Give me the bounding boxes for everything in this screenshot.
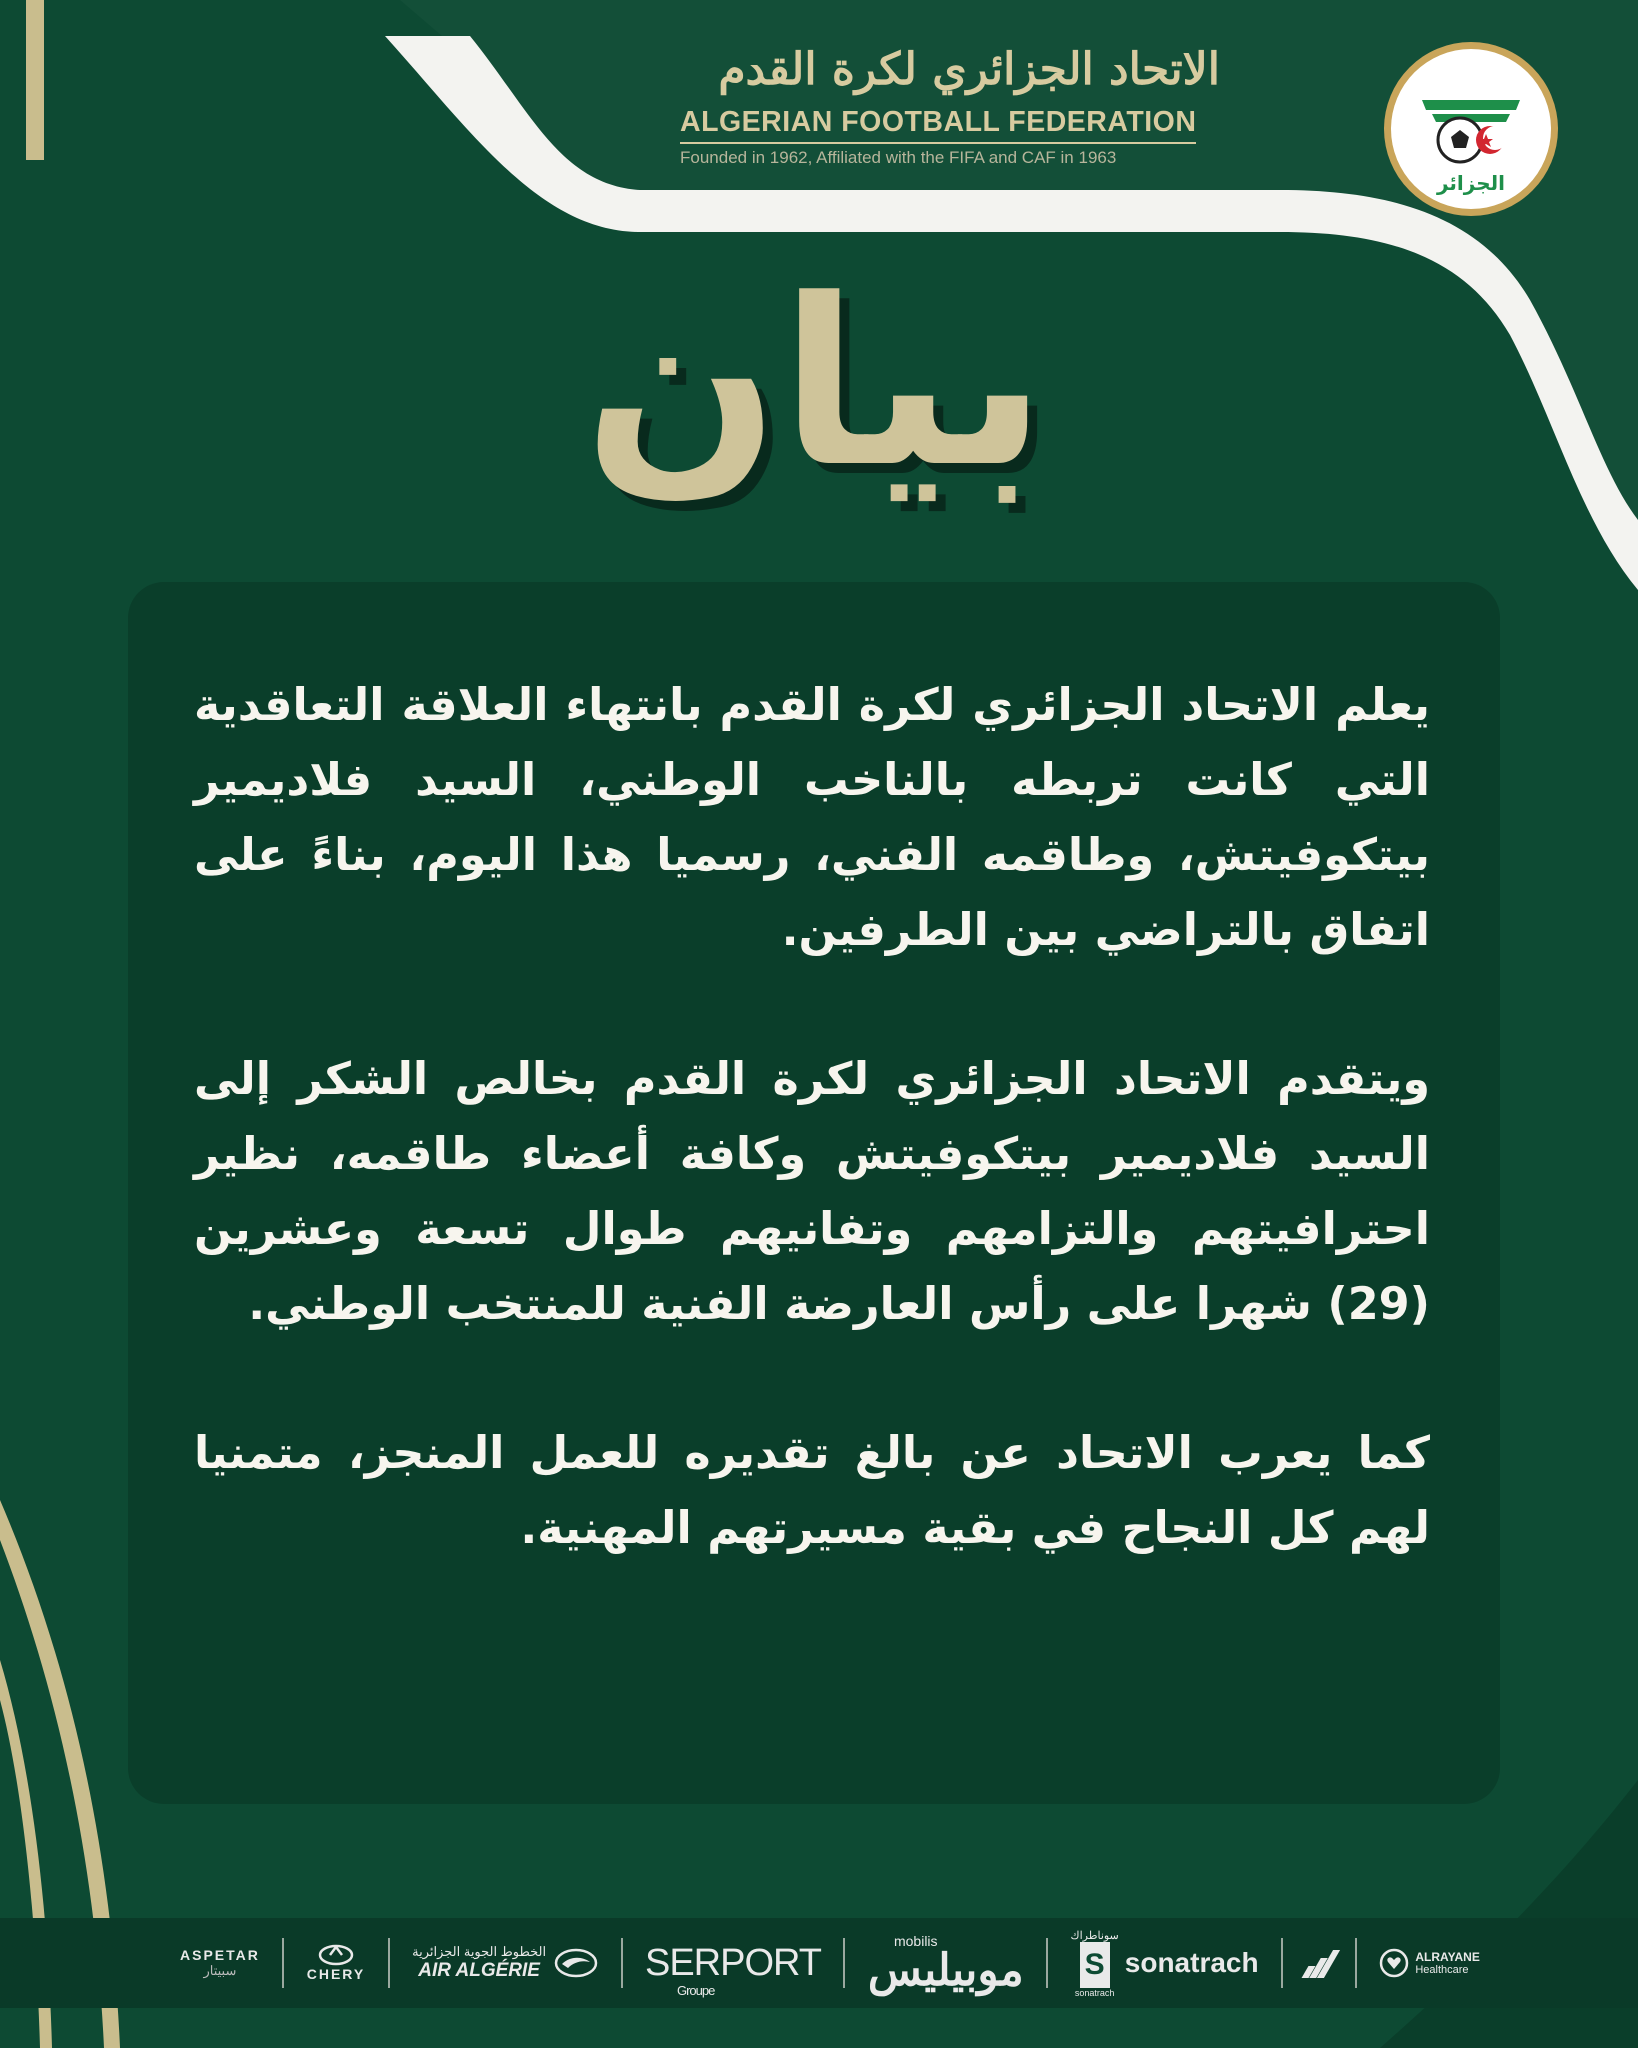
sponsor-divider bbox=[1355, 1938, 1357, 1988]
faf-crest-icon bbox=[1382, 40, 1560, 218]
logo-caption: الجزائر bbox=[1436, 171, 1506, 195]
sponsor-alrayane bbox=[1379, 1948, 1479, 1978]
header bbox=[680, 40, 1220, 172]
page-title: بيان bbox=[583, 251, 1047, 518]
sponsor-sonatrach bbox=[1071, 1929, 1259, 1998]
serport-group: Groupe bbox=[676, 1983, 715, 1998]
mobilis-name: mobilis bbox=[893, 1933, 938, 1949]
sonatrach-name: sonatrach bbox=[1124, 1947, 1259, 1978]
sponsor-divider bbox=[388, 1938, 390, 1988]
federation-name-ar: الاتحاد الجزائري لكرة القدم bbox=[718, 44, 1220, 95]
sponsor-divider bbox=[1281, 1938, 1283, 1988]
sponsor-aspetar bbox=[180, 1947, 260, 1979]
sponsor-divider bbox=[282, 1938, 284, 1988]
chery-name: CHERY bbox=[306, 1966, 366, 1982]
sonatrach-small: sonatrach bbox=[1074, 1987, 1115, 1998]
sponsor-divider bbox=[621, 1938, 623, 1988]
founded-note: Founded in 1962, Affiliated with the FIFA and CAF in 1963 bbox=[680, 148, 1117, 167]
statement-paragraph-1: يعلم الاتحاد الجزائري لكرة القدم بانتهاء العلاقة التعاقدية التي كانت تربطه بالناخب الوطني، السيد فلاديمير بيتكوفيتش، وطاقمه الفني، رسميا هذا اليوم، بناءً على اتفاق بالتراضي بين الطرفين. bbox=[194, 680, 1430, 956]
sponsor-divider bbox=[1046, 1938, 1048, 1988]
sponsor-mobilis bbox=[868, 1933, 1024, 1993]
aspetar-name-ar: سبيتار bbox=[203, 1963, 237, 1978]
alrayane-logo-icon bbox=[1379, 1948, 1409, 1978]
aspetar-name: ASPETAR bbox=[180, 1947, 260, 1963]
serport-name: SERPORT bbox=[644, 1942, 821, 1984]
air-algerie-name-ar: الخطوط الجوية الجزائرية bbox=[412, 1944, 547, 1959]
statement-paragraph-2: ويتقدم الاتحاد الجزائري لكرة القدم بخالص الشكر إلى السيد فلاديمير بيتكوفيتش وكافة أعضاء طاقمه، نظير احترافيتهم والتزامهم وتفانيهم طوال تسعة وعشرين (29) شهرا على رأس العارضة الفنية للمنتخب الوطني. bbox=[194, 1054, 1430, 1330]
mobilis-name-ar: موبيليس bbox=[867, 1946, 1024, 1995]
adidas-stripes-icon bbox=[1305, 1948, 1332, 1978]
alrayane-sub: Healthcare bbox=[1415, 1964, 1469, 1976]
federation-name-en: ALGERIAN FOOTBALL FEDERATION bbox=[680, 104, 1196, 144]
chery-logo-icon bbox=[318, 1944, 354, 1966]
sponsor-divider bbox=[843, 1938, 845, 1988]
air-algerie-name: AIR ALGÉRIE bbox=[418, 1960, 540, 1981]
air-algerie-crane-icon bbox=[554, 1948, 598, 1978]
statement-paragraph-3: كما يعرب الاتحاد عن بالغ تقديره للعمل المنجز، متمنيا لهم كل النجاح في بقية مسيرتهم المهنية. bbox=[194, 1428, 1430, 1554]
statement-body bbox=[194, 668, 1430, 1640]
alrayane-name: ALRAYANE bbox=[1415, 1950, 1480, 1964]
sonatrach-name-ar: سوناطراك bbox=[1070, 1929, 1119, 1942]
sonatrach-s-icon: S bbox=[1080, 1942, 1110, 1988]
gold-accent-bar bbox=[26, 0, 44, 160]
sponsor-serport bbox=[644, 1942, 821, 1998]
sponsor-bar bbox=[180, 1925, 1480, 2001]
sponsor-air-algerie bbox=[412, 1944, 598, 1982]
sponsor-chery bbox=[307, 1944, 366, 1982]
